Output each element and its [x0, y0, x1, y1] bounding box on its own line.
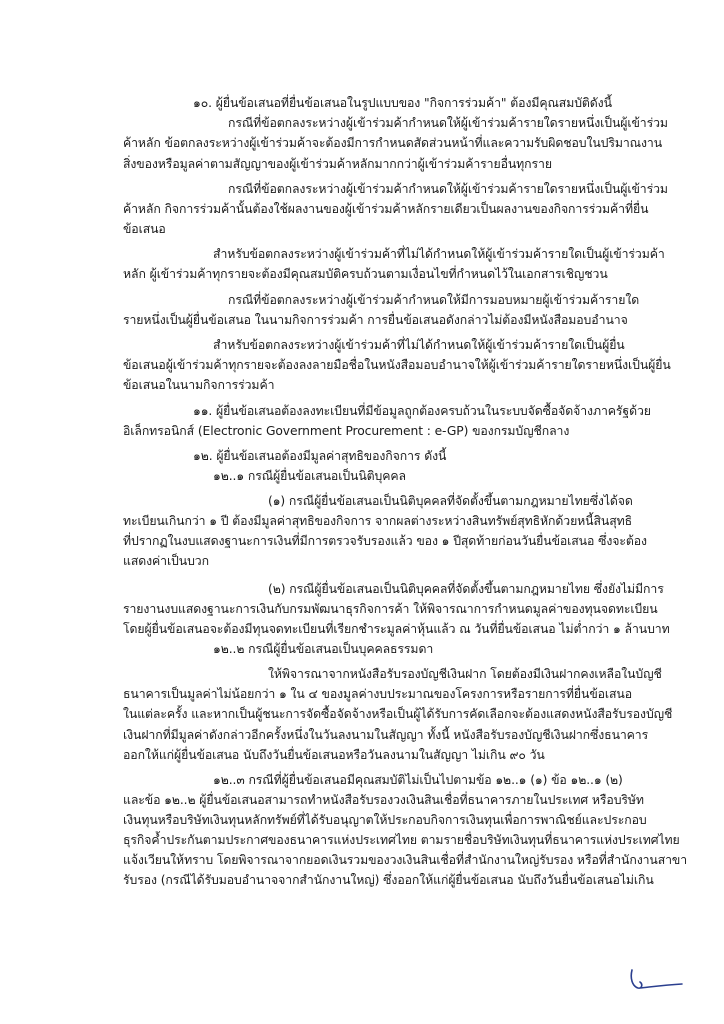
signature-mark: [624, 960, 684, 1000]
text-line: กรณีที่ข้อตกลงระหว่างผู้เข้าร่วมค้ากำหนดให้ผู้เข้าร่วมค้ารายใดรายหนึ่งเป็นผู้เข้าร่วม: [228, 182, 668, 196]
text-line: อิเล็กทรอนิกส์ (Electronic Government Procurement : e-GP) ของกรมบัญชีกลาง: [123, 424, 570, 438]
text-line: กรณีที่ข้อตกลงระหว่างผู้เข้าร่วมค้ากำหนดให้ผู้เข้าร่วมค้ารายใดรายหนึ่งเป็นผู้เข้าร่วม: [228, 116, 668, 130]
text-line: (๒) กรณีผู้ยื่นข้อเสนอเป็นนิติบุคคลที่จัดตั้งขึ้นตามกฎหมายไทย ซึ่งยังไม่มีการ: [268, 582, 664, 596]
text-line: ข้อเสนอในนามกิจการร่วมค้า: [123, 378, 275, 392]
clause-12-1-heading: ๑๒..๑ กรณีผู้ยื่นข้อเสนอเป็นนิติบุคคล: [213, 469, 406, 483]
text-line: เงินทุนหรือบริษัทเงินทุนหลักทรัพย์ที่ได้รับอนุญาตให้ประกอบกิจการเงินทุนเพื่อการพาณิชย์และประกอบ: [123, 813, 647, 827]
text-line: ธนาคารเป็นมูลค่าไม่น้อยกว่า ๑ ใน ๔ ของมูลค่างบประมาณของโครงการหรือรายการที่ยื่นข้อเสนอ: [123, 687, 633, 701]
text-line: และข้อ ๑๒..๒ ผู้ยื่นข้อเสนอสามารถทำหนังสือรับรองวงเงินสินเชื่อที่ธนาคารภายในประเทศ หรือบริษัท: [123, 793, 644, 807]
text-line: ธุรกิจค้ำประกันตามประกาศของธนาคารแห่งประเทศไทย ตามรายชื่อบริษัทเงินทุนที่ธนาคารแห่งประเทศไทย: [123, 833, 680, 847]
text-line: ค้าหลัก ข้อตกลงระหว่างผู้เข้าร่วมค้าจะต้องมีการกำหนดสัดส่วนหน้าที่และความรับผิดชอบในปริมาณงาน: [123, 136, 663, 150]
text-line: แจ้งเวียนให้ทราบ โดยพิจารณาจากยอดเงินรวมของวงเงินสินเชื่อที่สำนักงานใหญ่รับรอง หรือที่สำนักงานสาขา: [123, 853, 688, 867]
clause-12-3-heading: ๑๒..๓ กรณีที่ผู้ยื่นข้อเสนอมีคุณสมบัติไม่เป็นไปตามข้อ ๑๒..๑ (๑) ข้อ ๑๒..๑ (๒): [213, 773, 623, 787]
text-line: รายงานงบแสดงฐานะการเงินกับกรมพัฒนาธุรกิจการค้า ให้พิจารณาการกำหนดมูลค่าของทุนจดทะเบียน: [123, 602, 658, 616]
text-line: หลัก ผู้เข้าร่วมค้าทุกรายจะต้องมีคุณสมบัติครบถ้วนตามเงื่อนไขที่กำหนดไว้ในเอกสารเชิญชวน: [123, 267, 608, 281]
clause-12-heading: ๑๒. ผู้ยื่นข้อเสนอต้องมีมูลค่าสุทธิของกิจการ ดังนี้: [193, 449, 447, 463]
text-line: รายหนึ่งเป็นผู้ยื่นข้อเสนอ ในนามกิจการร่วมค้า การยื่นข้อเสนอดังกล่าวไม่ต้องมีหนังสือมอบอำนาจ: [123, 313, 628, 327]
text-line: ออกให้แก่ผู้ยื่นข้อเสนอ นับถึงวันยื่นข้อเสนอหรือวันลงนามในสัญญา ไม่เกิน ๙๐ วัน: [123, 748, 545, 762]
text-line: กรณีที่ข้อตกลงระหว่างผู้เข้าร่วมค้ากำหนดให้มีการมอบหมายผู้เข้าร่วมค้ารายใด: [228, 293, 640, 307]
text-line: แสดงค่าเป็นบวก: [123, 554, 209, 568]
clause-12-2-heading: ๑๒..๒ กรณีผู้ยื่นข้อเสนอเป็นบุคคลธรรมดา: [213, 642, 434, 656]
text-line: ทะเบียนเกินกว่า ๑ ปี ต้องมีมูลค่าสุทธิของกิจการ จากผลต่างระหว่างสินทรัพย์สุทธิหักด้วยหนี้สินสุทธิ: [123, 514, 633, 528]
text-line: ข้อเสนอ: [123, 222, 166, 236]
text-line: ที่ปรากฏในงบแสดงฐานะการเงินที่มีการตรวจรับรองแล้ว ของ ๑ ปีสุดท้ายก่อนวันยื่นข้อเสนอ ซึ่งจะต้อง: [123, 534, 647, 548]
text-line: รับรอง (กรณีได้รับมอบอำนาจจากสำนักงานใหญ่) ซึ่งออกให้แก่ผู้ยื่นข้อเสนอ นับถึงวันยื่นข้อเสนอไม่เกิน: [123, 873, 654, 887]
text-line: สำหรับข้อตกลงระหว่างผู้เข้าร่วมค้าที่ไม่ได้กำหนดให้ผู้เข้าร่วมค้ารายใดเป็นผู้เข้าร่วมค้า: [213, 247, 665, 261]
text-line: (๑) กรณีผู้ยื่นข้อเสนอเป็นนิติบุคคลที่จัดตั้งขึ้นตามกฎหมายไทยซึ่งได้จด: [268, 494, 633, 508]
text-line: ค้าหลัก กิจการร่วมค้านั้นต้องใช้ผลงานของผู้เข้าร่วมค้าหลักรายเดียวเป็นผลงานของกิจการร่วมค้าที่ยื่น: [123, 202, 649, 216]
text-line: ในแต่ละครั้ง และหากเป็นผู้ชนะการจัดซื้อจัดจ้างหรือเป็นผู้ได้รับการคัดเลือกจะต้องแสดงหนังสือรับรองบัญชี: [123, 707, 673, 721]
text-line: สำหรับข้อตกลงระหว่างผู้เข้าร่วมค้าที่ไม่ได้กำหนดให้ผู้เข้าร่วมค้ารายใดเป็นผู้ยื่น: [213, 338, 625, 352]
text-line: ข้อเสนอผู้เข้าร่วมค้าทุกรายจะต้องลงลายมือชื่อในหนังสือมอบอำนาจให้ผู้เข้าร่วมค้ารายใดรายหนึ่งเป็นผู้ยื่น: [123, 358, 671, 372]
text-line: โดยผู้ยื่นข้อเสนอจะต้องมีทุนจดทะเบียนที่เรียกชำระมูลค่าหุ้นแล้ว ณ วันที่ยื่นข้อเสนอ ไม่ต่ำกว่า ๑ ล้านบาท: [123, 622, 670, 636]
text-line: ให้พิจารณาจากหนังสือรับรองบัญชีเงินฝาก โดยต้องมีเงินฝากคงเหลือในบัญชี: [268, 667, 662, 681]
text-line: สิ่งของหรือมูลค่าตามสัญญาของผู้เข้าร่วมค้าหลักมากกว่าผู้เข้าร่วมค้ารายอื่นทุกราย: [123, 157, 552, 171]
text-line: เงินฝากที่มีมูลค่าดังกล่าวอีกครั้งหนึ่งในวันลงนามในสัญญา ทั้งนี้ หนังสือรับรองบัญชีเงินฝากซึ่งธนาคาร: [123, 728, 649, 742]
clause-10-heading: ๑๐. ผู้ยื่นข้อเสนอที่ยื่นข้อเสนอในรูปแบบของ "กิจการร่วมค้า" ต้องมีคุณสมบัติดังนี้: [193, 96, 612, 110]
clause-11-heading: ๑๑. ผู้ยื่นข้อเสนอต้องลงทะเบียนที่มีข้อมูลถูกต้องครบถ้วนในระบบจัดซื้อจัดจ้างภาครัฐด้วย: [193, 404, 651, 418]
